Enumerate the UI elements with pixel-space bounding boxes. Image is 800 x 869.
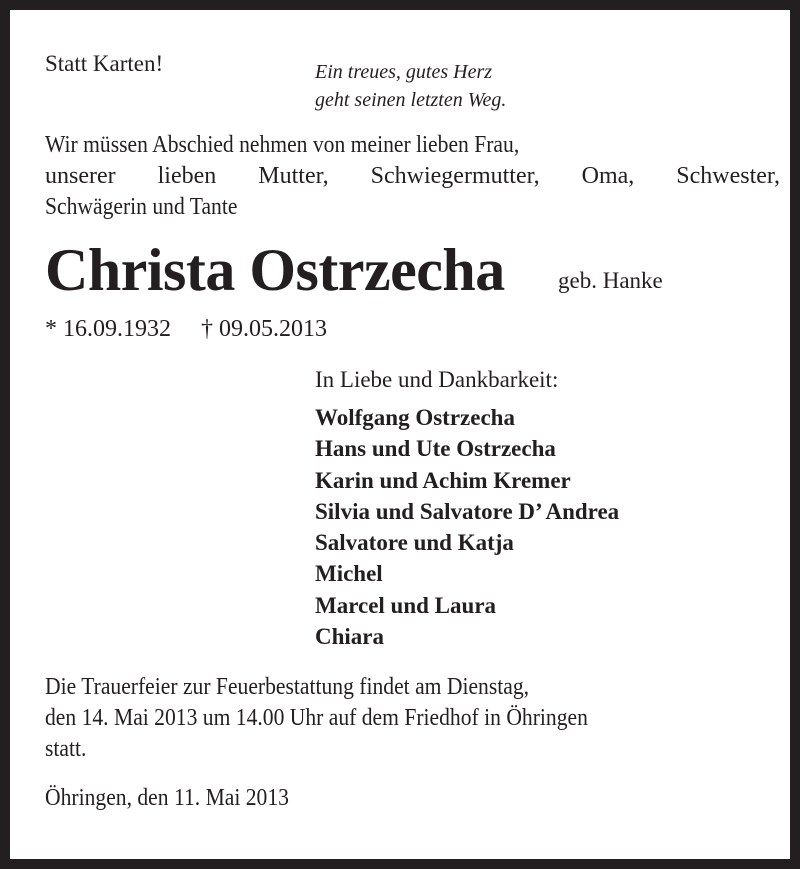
intro-line-2 (45, 161, 780, 192)
ceremony-line-2: den 14. Mai 2013 um 14.00 Uhr auf dem Friedhof in Öhringen (45, 705, 588, 731)
maiden-name: geb. Hanke (558, 268, 663, 293)
motto-line-1: Ein treues, gutes Herz (315, 61, 493, 83)
intro-word: lieben (157, 163, 217, 189)
place-date-text: Öhringen, den 11. Mai 2013 (45, 785, 289, 811)
mourner: Michel (315, 561, 383, 587)
mourner: Karin und Achim Kremer (315, 467, 571, 493)
intro-word: Oma, (581, 163, 635, 189)
mourner: Hans und Ute Ostrzecha (315, 436, 556, 462)
mourner: Marcel und Laura (315, 592, 497, 618)
intro-word: Schwiegermutter, (370, 163, 540, 189)
intro-word: Mutter, (258, 163, 329, 189)
intro-line-1: Wir müssen Abschied nehmen von meiner lieben Frau, (45, 132, 520, 158)
ceremony-line-1: Die Trauerfeier zur Feuerbestattung findet am Dienstag, (45, 674, 530, 700)
mourner: Silvia und Salvatore D’ Andrea (315, 498, 620, 524)
intro-line-3: Schwägerin und Tante (45, 194, 238, 220)
place-and-date (45, 785, 316, 812)
death-date: † 09.05.2013 (201, 316, 327, 342)
thanks-label: In Liebe und Dankbarkeit: (315, 367, 559, 392)
obituary-notice (10, 10, 790, 859)
intro-word: unserer (45, 163, 116, 189)
intro-word: Schwester, (676, 163, 780, 189)
mourner: Chiara (315, 624, 384, 650)
deceased-name: Christa Ostrzecha (45, 237, 505, 303)
life-dates (45, 316, 327, 343)
intro-paragraph (45, 130, 780, 223)
mourner: Wolfgang Ostrzecha (315, 405, 515, 430)
ceremony-paragraph (45, 672, 648, 765)
mourner: Salvatore und Katja (315, 530, 514, 556)
mourners-list (315, 402, 619, 652)
birth-date: * 16.09.1932 (45, 316, 171, 342)
ceremony-line-3: statt. (45, 736, 87, 762)
motto-line-2: geht seinen letzten Weg. (315, 89, 507, 111)
header-statt-karten: Statt Karten! (45, 51, 164, 76)
motto-quote (315, 58, 506, 114)
